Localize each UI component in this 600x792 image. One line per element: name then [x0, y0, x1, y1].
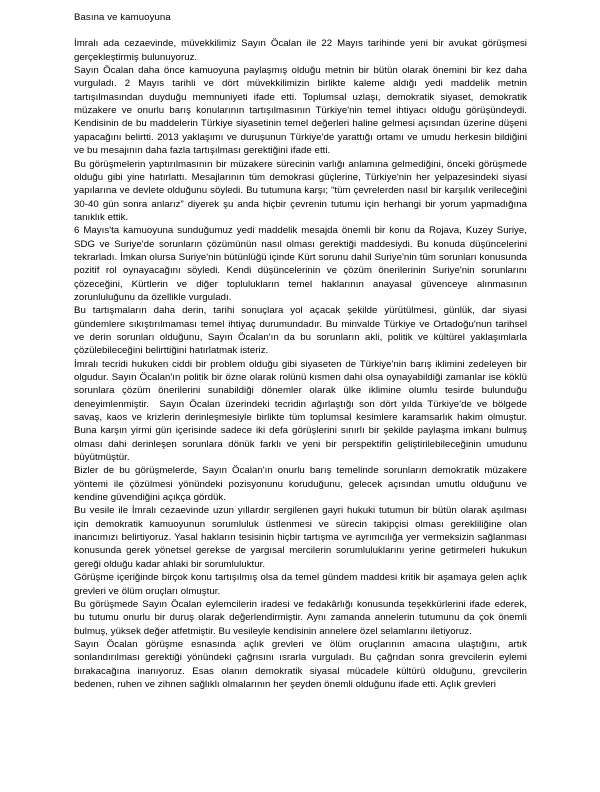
paragraph: Sayın Öcalan görüşme esnasında açlık grevleri ve ölüm oruçlarının amacına ulaştığını, artık sonlandırılması gerektiği yönündeki çağrısını ısrarla vurguladı. Bu çağrıdan sonra grevcilerin eylemi bırakacağına inanıyoruz. Esas olanın demokratik siyasal mücadele kültürü olduğunu, grevcilerin bedenen, ruhen ve zihnen sağlıklı olmalarının her şeyden önemli olduğunu ifade etti. Açlık grevleri [74, 638, 530, 690]
page-title: Basına ve kamuoyuna [74, 12, 171, 23]
paragraph: Bu görüşmelerin yaptırılmasının bir müzakere sürecinin varlığı anlamına gelmediğini, önceki görüşmede olduğu gibi yine hatırlattı. Mesajlarının tüm demokrasi güçlerine, Türkiye'nin her yelpazesindeki siyasi yapılarına ve devlete olduğunu söyledi. Bu tutumuna karşı; “tüm çevrelerden nasıl bir karşılık verileceğini 30-40 gün sonra anlarız” diyerek şu anda hiçbir çevrenin tutumu için herhangi bir yorum yapmadığına tanıklık ettik. [74, 158, 530, 223]
document-body [74, 37, 530, 691]
paragraph: Sayın Öcalan daha önce kamuoyuna paylaşmış olduğu metnin bir bütün olarak önemini bir kez daha vurguladı. 2 Mayıs tarihli ve dört müvekkilimizin birlikte kaleme aldığı yedi maddelik metnin tartışılmasından duyduğu memnuniyeti ifade etti. Toplumsal uzlaşı, demokratik siyaset, demokratik müzakere ve onurlu barış konularının tartışılmasının Türkiye'nin temel ihtiyacı olduğu görüşündeydi. Kendisinin de bu maddelerin Türkiye siyasetinin temel değerleri haline gelmesi açısından üzerine düşeni yapacağını belirtti. 2013 yaklaşımı ve duruşunun Türkiye'de yarattığı ortamı ve umudu herkesin bildiğini ve bu mesajının daha fazla tartışılması gerektiğini ifade etti. [74, 65, 530, 157]
paragraph: Görüşme içeriğinde birçok konu tartışılmış olsa da temel gündem maddesi kritik bir aşamaya gelen açlık grevleri ve ölüm oruçları olmuştur. [74, 572, 530, 597]
paragraph: Bu görüşmede Sayın Öcalan eylemcilerin iradesi ve fedakârlığı konusunda teşekkürlerini ifade ederek, bu tutumu onurlu bir duruş olarak değerlendirmiştir. Aynı zamanda annelerin tutumunu da çok önemli bulmuş, yüksek değer atfetmiştir. Bu vesileyle kendisinin annelere özel selamlarını iletiyoruz. [74, 598, 530, 637]
paragraph: İmralı tecridi hukuken ciddi bir problem olduğu gibi siyaseten de Türkiye'nin barış iklimini zedeleyen bir olgudur. Sayın Öcalan'ın politik bir özne olarak rolünü kısmen dahi olsa oynayabildiği zamanlar ise köklü sorunlara çözüm önerilerini sunabildiği dönemler olarak ülke iklimine olumlu tesirde bulunduğu deneyimlenmiştir. Sayın Öcalan üzerindeki tecridin ağırlaştığı son dört yılda Türkiye'de ve bölgede savaş, kaos ve krizlerin derinleşmesiyle birlikte tüm toplumsal kesimlere karamsarlık hakim olmuştur. Buna karşın yirmi gün içerisinde sadece iki defa görüşlerini sınırlı bir şekilde paylaşma imkanı bulmuş olması dahi derinleşen sorunlara dönük farklı ve yeni bir perspektifin geliştirilebileceğinin umudunu büyütmüştür. [74, 358, 530, 464]
paragraph: Bu vesile ile İmralı cezaevinde uzun yıllardır sergilenen gayri hukuki tutumun bir bütün olarak aşılması için demokratik kamuoyunun sorumluluk üstlenmesi ve sürecin takipçisi olması gerekliliğine olan inancımızı belirtiyoruz. Yasal hakların tesisinin hiçbir tartışma ve ayrımcılığa yer vermeksizin sağlanması konusunda gerek yönetsel gerekse de yargısal mercilerin sorumluluklarını yerine getirmeleri hukukun gereği olduğu kadar ahlaki bir sorumluluktur. [74, 505, 530, 570]
paragraph: İmralı ada cezaevinde, müvekkilimiz Sayın Öcalan ile 22 Mayıs tarihinde yeni bir avukat görüşmesi gerçekleştirmiş bulunuyoruz. [74, 38, 530, 63]
paragraph: 6 Mayıs'ta kamuoyuna sunduğumuz yedi maddelik mesajda önemli bir konu da Rojava, Kuzey Suriye, SDG ve Suriye'de sorunların çözümünün nasıl olması gerektiği maddesiydi. Bu konuda düşüncelerini tekrarladı. İmkan olursa Suriye'nin bütünlüğü içinde Kürt sorunu dahil Suriye'nin tüm sorunları konusunda pozitif rol oynayacağını söyledi. Kendi düşüncelerinin ve çözüm önerilerinin Suriye'nin sorunlarını çözeceğini, Kürtlerin ve diğer toplulukların temel haklarının anayasal güvenceye alınmasının zorunluluğunu da özellikle vurguladı. [74, 225, 530, 303]
paragraph: Bu tartışmaların daha derin, tarihi sonuçlara yol açacak şekilde yürütülmesi, günlük, dar siyasi gündemlere sıkıştırılmaması temel ihtiyaç durumundadır. Bu minvalde Türkiye ve Ortadoğu'nun tarihsel ve derin sorunları olduğunu, Sayın Öcalan'ın da bu sorunların akli, politik ve kültürel yaklaşımlarla çözülebileceğini belirttiğini hatırlatmak isteriz. [74, 305, 530, 357]
paragraph: Bizler de bu görüşmelerde, Sayın Öcalan'ın onurlu barış temelinde sorunların demokratik müzakere yöntemi ile çözülmesi yönündeki pozisyonunu koruduğunu, gelecek açısından umutlu olduğunu ve kendine güvendiğini açıkça gördük. [74, 465, 530, 504]
